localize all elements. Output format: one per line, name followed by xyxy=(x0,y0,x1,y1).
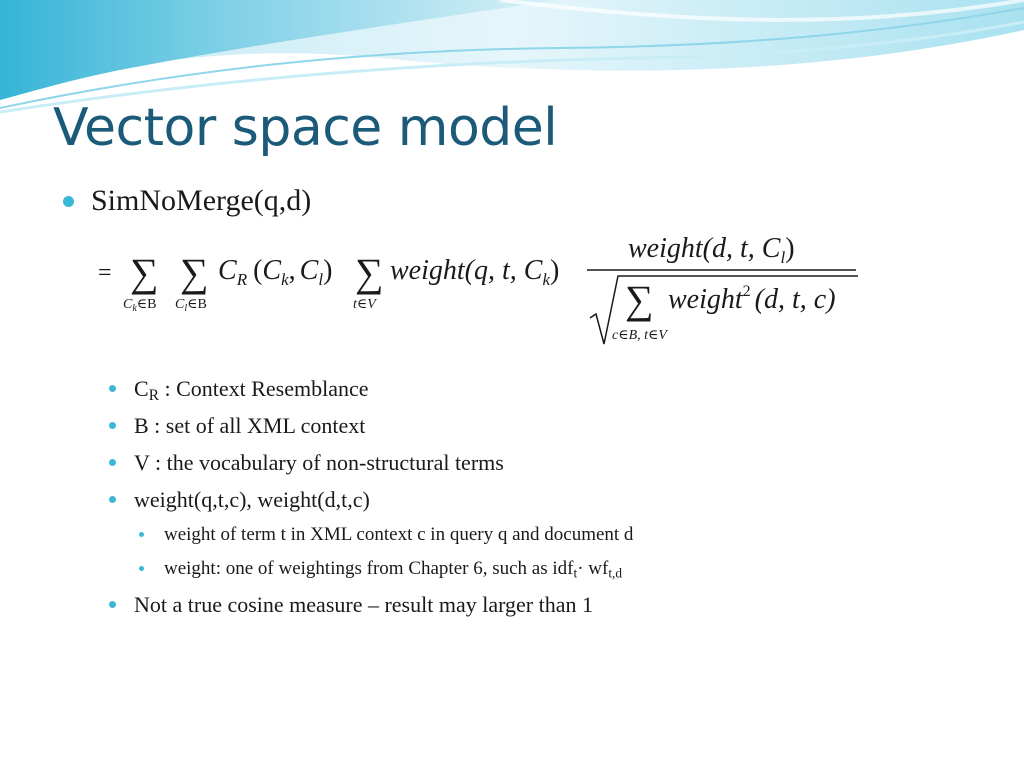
bullet-dot xyxy=(109,601,116,608)
formula-weight-query: weight(q, t, $C_k$) xyxy=(390,255,560,289)
bullet-dot xyxy=(109,385,116,392)
formula-sum-3-sub: t∈V xyxy=(353,297,376,312)
list-item-weighting-scheme: weight: one of weightings from Chapter 6, such as $idf_t\cdot wf_{t,d}$ xyxy=(164,558,622,580)
list-item-not-cosine: Not a true cosine measure – result may larger than 1 xyxy=(134,592,593,618)
formula-sum-2-sub: $C_l\in B$ xyxy=(175,297,207,314)
bullet-dot xyxy=(63,196,74,207)
formula-numerator: weight(d, t, $C_l$) xyxy=(628,233,795,267)
list-item-set-b: B : set of all XML context xyxy=(134,413,365,439)
list-item-context-resemblance: $C_R$ : Context Resemblance xyxy=(134,376,369,402)
bullet-dot xyxy=(109,496,116,503)
formula-context-resemblance: $C_R$ ($C_k$, $C_l$) xyxy=(218,255,333,289)
formula-sum-1: ∑ xyxy=(130,250,159,295)
formula-sum-4-sub: c∈B, t∈V xyxy=(612,328,667,343)
formula-denominator: weight$^2$ (d, t, c) xyxy=(668,283,836,315)
main-bullet-text: SimNoMerge(q,d) xyxy=(91,184,312,217)
bullet-dot xyxy=(139,532,144,537)
bullet-dot xyxy=(139,566,144,571)
formula-sum-4: ∑ xyxy=(625,277,654,322)
formula-sum-2: ∑ xyxy=(180,250,209,295)
bullet-dot xyxy=(109,459,116,466)
formula-sum-1-sub: $C_k\in B$ xyxy=(123,297,157,314)
main-bullet xyxy=(68,184,311,218)
formula-sum-3: ∑ xyxy=(355,250,384,295)
list-item-weights: weight(q,t,c), weight(d,t,c) xyxy=(134,487,370,513)
list-item-weight-definition: weight of term t in XML context c in query q and document d xyxy=(164,524,633,546)
slide-title: Vector space model xyxy=(53,98,558,158)
list-item-vocabulary: V : the vocabulary of non-structural terms xyxy=(134,450,504,476)
bullet-dot xyxy=(109,422,116,429)
formula-equals: = xyxy=(98,260,112,286)
